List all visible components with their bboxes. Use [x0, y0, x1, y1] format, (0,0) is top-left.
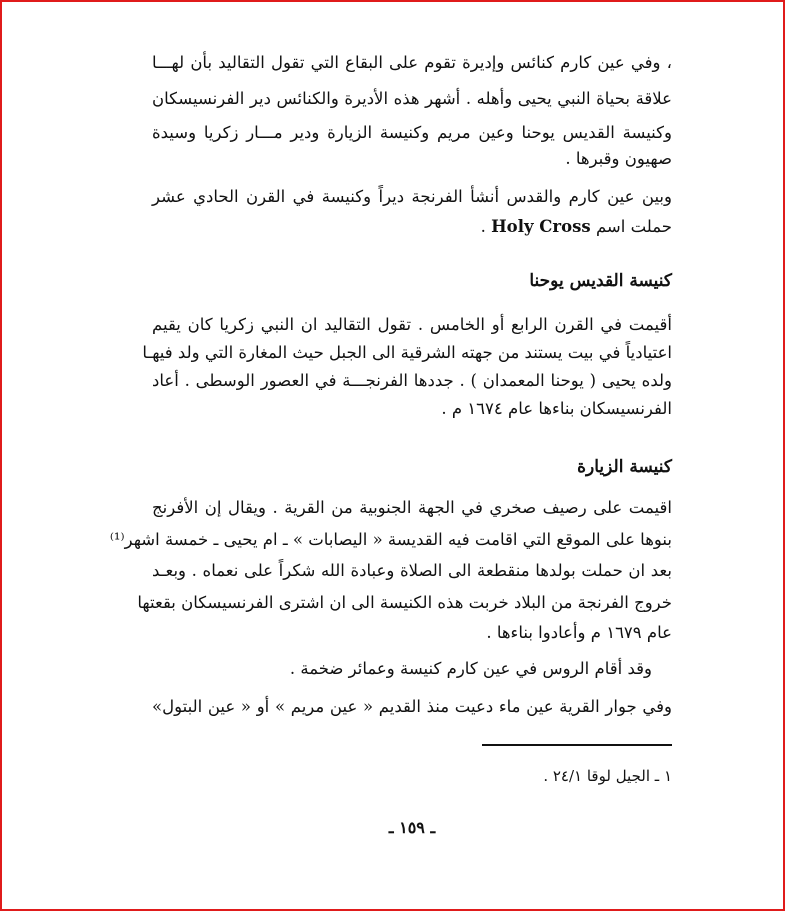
- latin-term: Holy Cross: [491, 217, 591, 236]
- text-line: وقد أقام الروس في عين كارم كنيسة وعمائر ضخمة .: [289, 659, 652, 678]
- text-fragment: .: [480, 217, 486, 236]
- footnote-divider: [482, 744, 672, 746]
- text-line: صهيون وقبرها .: [565, 149, 672, 168]
- document-page: [109, 2, 672, 909]
- text-line: خروج الفرنجة من البلاد خربت هذه الكنيسة الى ان اشترى الفرنسيسكان بقعتها: [137, 593, 672, 612]
- section-heading-visitation: كنيسة الزيارة: [577, 457, 672, 477]
- text-line: ، وفي عين كارم كنائس وإديرة تقوم على البقاع التي تقول التقاليد بأن لهـــا: [152, 53, 672, 72]
- text-line: وكنيسة القديس يوحنا وعين مريم وكنيسة الزيارة ودير مـــار زكريا وسيدة: [152, 123, 672, 142]
- text-line: الفرنسيسكان بناءها عام ١٦٧٤ م .: [441, 399, 672, 418]
- page-number: ـ ١٥٩ ـ: [388, 818, 436, 837]
- text-line: عام ١٦٧٩ م وأعادوا بناءها .: [486, 623, 672, 642]
- text-line: بعد ان حملت بولدها منقطعة الى الصلاة وعبادة الله شكراً على نعماه . وبعـد: [152, 561, 672, 580]
- text-line-holy-cross: [152, 216, 672, 238]
- text-line: علاقة بحياة النبي يحيى وأهله . أشهر هذه الأديرة والكنائس دير الفرنسيسكان: [152, 89, 672, 108]
- text-line: ولده يحيى ( يوحنا المعمدان ) . جددها الفرنجـــة في العصور الوسطى . أعاد: [152, 371, 672, 390]
- text-line: بنوها على الموقع التي اقامت فيه القديسة « اليصابات » ـ ام يحيى ـ خمسة اشهر⁽¹⁾: [109, 530, 672, 549]
- footnote: ١ ـ الجيل لوقا ٢٤/١ .: [543, 767, 672, 785]
- text-fragment: حملت اسم: [595, 217, 672, 236]
- text-line: اعتيادياً في بيت يستند من جهته الشرقية الى الجبل حيث المغارة التي ولد فيهـا: [142, 343, 672, 362]
- text-line: وبين عين كارم والقدس أنشأ الفرنجة ديراً وكنيسة في القرن الحادي عشر: [152, 187, 672, 206]
- text-line: اقيمت على رصيف صخري في الجهة الجنوبية من القرية . ويقال إن الأفرنج: [152, 498, 672, 517]
- text-line: أقيمت في القرن الرابع أو الخامس . تقول التقاليد ان النبي زكريا كان يقيم: [152, 315, 672, 334]
- section-heading-st-john: كنيسة القديس يوحنا: [529, 271, 672, 291]
- text-line: وفي جوار القرية عين ماء دعيت منذ القديم « عين مريم » أو « عين البتول»: [152, 697, 672, 716]
